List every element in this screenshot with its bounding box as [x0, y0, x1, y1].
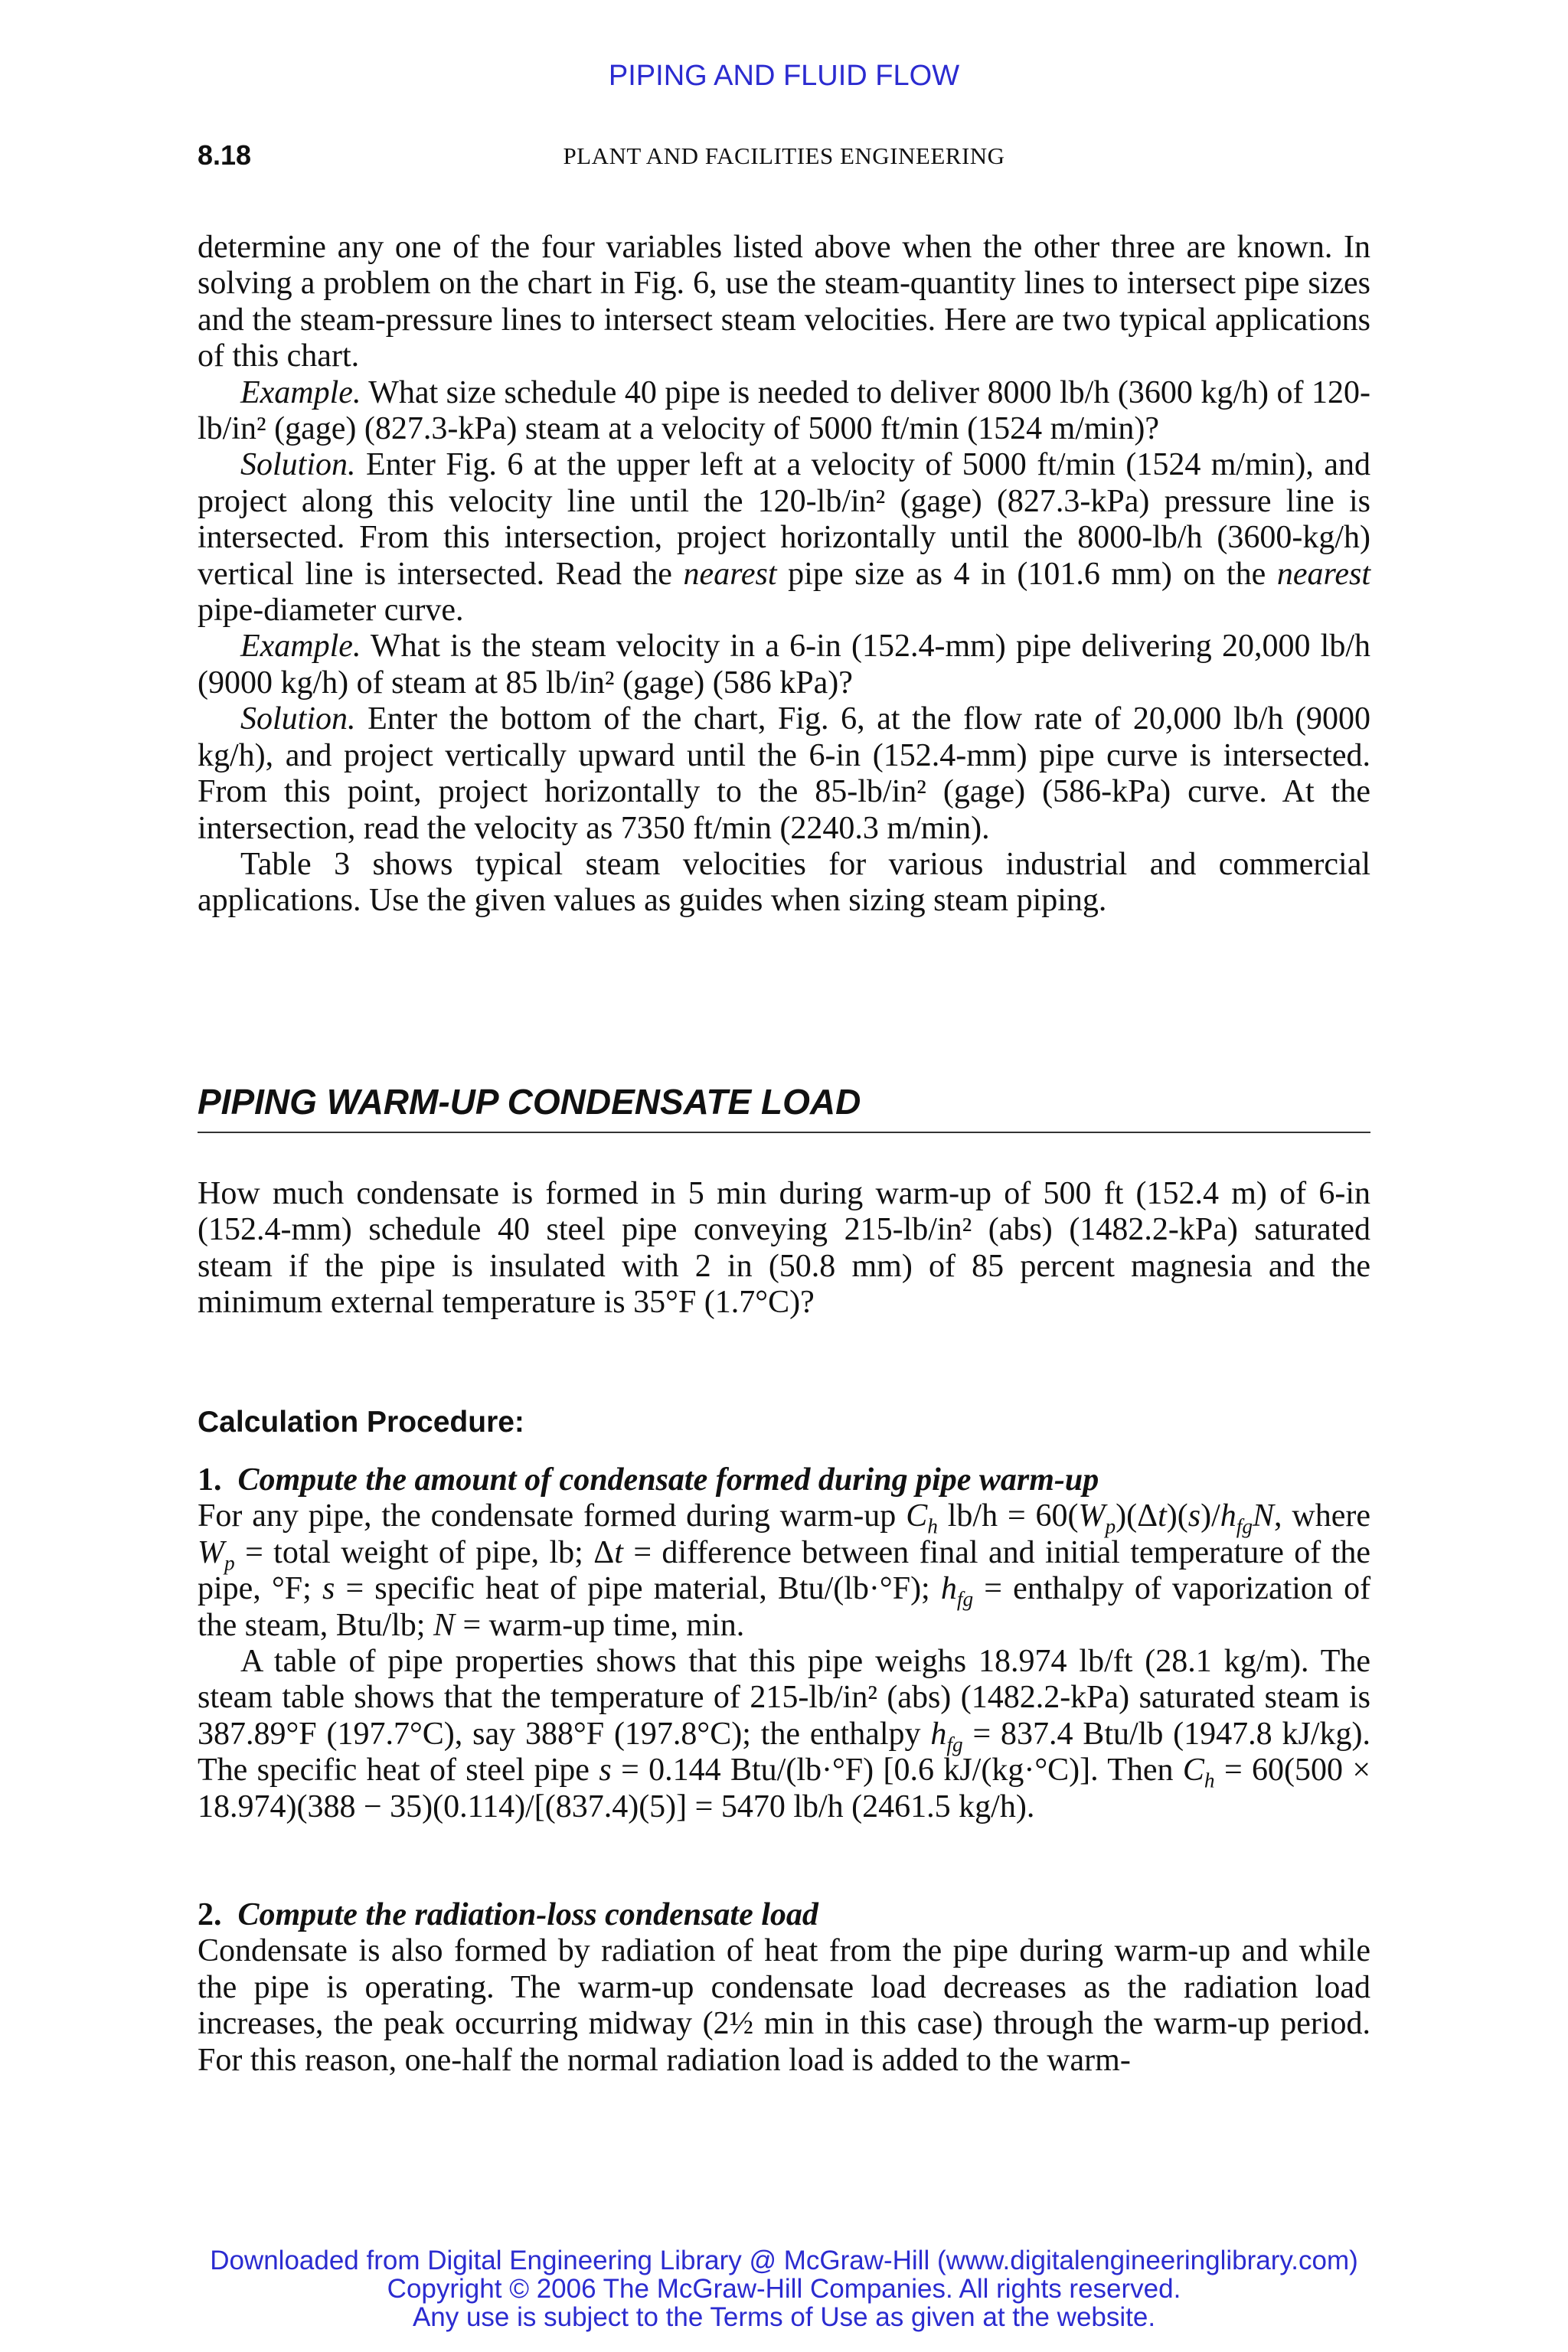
footer — [0, 2246, 1568, 2331]
solution-1-text-b: pipe size as 4 in (101.6 mm) on the — [788, 556, 1266, 592]
example-2-text: What is the steam velocity in a 6-in (152.4-mm) pipe delivering 20,000 lb/h (9000 kg/h) of steam at 85 lb/in² (gage) (586 kPa)? — [198, 629, 1370, 701]
step-number: 2. — [198, 1897, 222, 1932]
solution-2 — [198, 701, 1370, 847]
nearest-emphasis: nearest — [683, 556, 777, 592]
solution-1-text-a: Enter Fig. 6 at the upper left at a velocity of 5000 ft/min (1524 m/min), and project along this velocity line until the 120-lb/in² (gage) (827.3-kPa) pressure line is intersected. From this intersection, project horizontally until the 8000-lb/h (3600-kg/h) vertical line is intersected. Read the — [198, 447, 1371, 592]
solution-label: Solution. — [240, 701, 356, 737]
page-number: 8.18 — [198, 139, 252, 171]
chapter-title: PIPING AND FLUID FLOW — [608, 60, 960, 92]
example-label: Example. — [240, 374, 361, 410]
step-2-heading — [198, 1897, 1370, 1933]
step-1-calculation: A table of pipe properties shows that this pipe weighs 18.974 lb/ft (28.1 kg/m). The steam table shows that the temperature of 215-lb/in² (abs) (1482.2-kPa) saturated steam is 387.89°F (197.7°C), say 388°F (197.8°C); the enthalpy $h_{fg} = 837.4$ Btu/lb (1947.8 kJ/kg). The specific heat of steel pipe s = 0.144 Btu/(lb·°F) [0.6 kJ/(kg·°C)]. Then $C_h = 60(500 \times 18.974)(388 - 35)(0.114)/[(837.4)(5)] = 5470$ lb/h (2461.5 kg/h). — [198, 1644, 1371, 1824]
solution-label: Solution. — [240, 447, 356, 483]
example-2 — [198, 629, 1370, 701]
intro-block — [198, 230, 1370, 920]
section-title: PIPING WARM-UP CONDENSATE LOAD — [198, 1081, 1370, 1133]
footer-terms-line: Any use is subject to the Terms of Use as given at the website. — [412, 2302, 1156, 2332]
step-title: Compute the amount of condensate formed during pipe warm-up — [237, 1462, 1099, 1498]
table-3-paragraph: Table 3 shows typical steam velocities for various industrial and commercial applications. Use the given values as guides when sizing steam piping. — [198, 846, 1370, 919]
solution-2-text: Enter the bottom of the chart, Fig. 6, at the flow rate of 20,000 lb/h (9000 kg/h), and project vertically upward until the 6-in (152.4-mm) pipe curve is intersected. From this point, project horizontally to the 85-lb/in² (gage) (586-kPa) curve. At the intersection, read the velocity as 7350 ft/min (2240.3 m/min). — [198, 701, 1371, 846]
step-1-block — [198, 1462, 1370, 1825]
footer-download-line[interactable]: Downloaded from Digital Engineering Library @ McGraw-Hill (www.digitalengineeringlibrary.com) — [210, 2246, 1358, 2275]
footer-copyright-line: Copyright © 2006 The McGraw-Hill Companies. All rights reserved. — [387, 2274, 1181, 2304]
problem-text: How much condensate is formed in 5 min during warm-up of 500 ft (152.4 m) of 6-in (152.4-mm) schedule 40 steel pipe conveying 215-lb/in² (abs) (1482.2-kPa) saturated steam if the pipe is insulated with 2 in (50.8 mm) of 85 percent magnesia and the minimum external temperature is 35°F (1.7°C)? — [198, 1176, 1370, 1321]
example-label: Example. — [240, 629, 361, 665]
problem-statement — [198, 1176, 1370, 1321]
example-1-text: What size schedule 40 pipe is needed to deliver 8000 lb/h (3600 kg/h) of 120-lb/in² (gage) (827.3-kPa) steam at a velocity of 5000 ft/min (1524 m/min)? — [198, 374, 1370, 447]
step-title: Compute the radiation-loss condensate load — [237, 1897, 818, 1932]
running-head: PLANT AND FACILITIES ENGINEERING — [563, 142, 1005, 169]
calculation-heading: Calculation Procedure: — [198, 1406, 524, 1439]
step-1-heading — [198, 1462, 1370, 1498]
nearest-emphasis: nearest — [1276, 556, 1370, 592]
step-2-text: Condensate is also formed by radiation of heat from the pipe during warm-up and while the pipe is operating. The warm-up condensate load decreases as the radiation load increases, the peak occurring midway (2½ min in this case) through the warm-up period. For this reason, one-half the normal radiation load is added to the warm- — [198, 1933, 1370, 2078]
step-1-definition: For any pipe, the condensate formed during warm-up $C_h$ $lb/h = 60(W_p)(\Delta t)(s)/h_{fg}N$, where $W_p$ = total weight of pipe, lb; Δt = difference between final and initial temperature of the pipe, °F; s = specific heat of pipe material, Btu/(lb·°F); $h_{fg}$ = enthalpy of vaporization of the steam, Btu/lb; N = warm-up time, min. — [198, 1498, 1371, 1643]
example-1 — [198, 375, 1370, 448]
step-number: 1. — [198, 1462, 222, 1498]
step-2-block — [198, 1897, 1370, 2079]
solution-1-text-c: pipe-diameter curve. — [198, 593, 464, 629]
solution-1 — [198, 447, 1370, 629]
intro-paragraph: determine any one of the four variables listed above when the other three are known. In solving a problem on the chart in Fig. 6, use the steam-quantity lines to intersect pipe sizes and the steam-pressure lines to intersect steam velocities. Here are two typical applications of this chart. — [198, 230, 1370, 374]
